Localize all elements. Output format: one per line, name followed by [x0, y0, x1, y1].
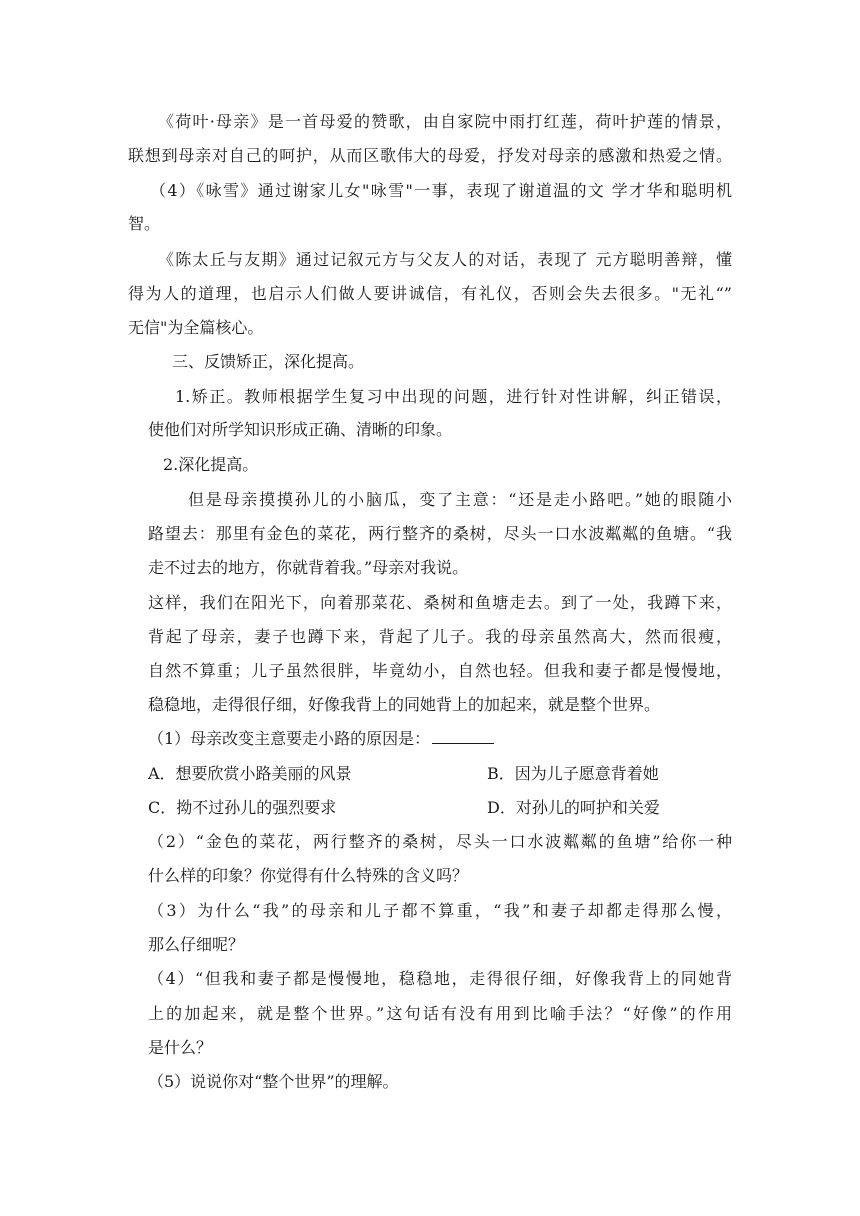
text-line: 智。	[128, 214, 161, 233]
subsection-heading: 2.深化提高。	[163, 455, 259, 474]
question-line: （5）说说你对“整个世界”的理解。	[148, 1072, 399, 1091]
text-line: 联想到母亲对自己的呵护，从而区歌伟大的母爱，抒发对母亲的感激和热爱之情。	[128, 146, 732, 165]
text-line: （4）《咏雪》通过谢家儿女"咏雪"一事，表现了谢道温的文 学才华和聪明机	[150, 181, 732, 200]
text-line: 1.矫正。教师根据学生复习中出现的问题，进行针对性讲解，纠正错误，	[175, 387, 732, 406]
answer-blank[interactable]	[432, 729, 494, 744]
text-line: 使他们对所学知识形成正确、清晰的印象。	[148, 420, 453, 439]
question-1-stem: （1）母亲改变主意要走小路的原因是：	[148, 729, 431, 748]
text-line: 自然不算重；儿子虽然很胖，毕竟幼小，自然也轻。但我和妻子都是慢慢地，	[148, 661, 732, 680]
text-line: 路望去：那里有金色的菜花，两行整齐的桑树，尽头一口水波粼粼的鱼塘。“我	[148, 524, 732, 543]
text-line: 得为人的道理，也启示人们做人要讲诚信，有礼仪，否则会失去很多。"无礼“”	[128, 284, 732, 303]
question-line: 上的加起来，就是整个世界。”这句话有没有用到比喻手法？“好像”的作用	[148, 1004, 732, 1023]
text-line: 《陈太丘与友期》通过记叙元方与父友人的对话，表现了 元方聪明善辩，懂	[158, 250, 732, 269]
question-line: 那么仔细呢？	[148, 935, 245, 954]
question-line: （3）为什么“我”的母亲和儿子都不算重，“我”和妻子却都走得那么慢，	[148, 901, 732, 920]
option-d: D．对孙儿的呵护和关爱	[487, 798, 660, 817]
question-line: 什么样的印象？你觉得有什么特殊的含义吗？	[148, 866, 469, 885]
question-line: （2）“金色的菜花，两行整齐的桑树，尽头一口水波粼粼的鱼塘”给你一种	[148, 832, 732, 851]
question-1	[148, 729, 494, 749]
question-line: 是什么？	[148, 1038, 213, 1057]
option-c: C．拗不过孙儿的强烈要求	[148, 798, 337, 817]
section-heading: 三、反馈矫正，深化提高。	[172, 352, 365, 371]
text-line: 但是母亲摸摸孙儿的小脑瓜，变了主意：“还是走小路吧。”她的眼随小	[188, 490, 732, 509]
text-line: 走不过去的地方，你就背着我。”母亲对我说。	[148, 558, 469, 577]
question-line: （4）“但我和妻子都是慢慢地，稳稳地，走得很仔细，好像我背上的同她背	[148, 969, 732, 988]
text-line: 无信"为全篇核心。	[128, 318, 264, 337]
option-b: B．因为儿子愿意背着她	[487, 764, 659, 783]
text-line: 稳稳地，走得很仔细，好像我背上的同她背上的加起来，就是整个世界。	[148, 695, 661, 714]
option-a: A．想要欣赏小路美丽的风景	[148, 764, 352, 783]
text-line: 背起了母亲，妻子也蹲下来，背起了儿子。我的母亲虽然高大，然而很瘦，	[148, 627, 732, 646]
text-line: 这样，我们在阳光下，向着那菜花、桑树和鱼塘走去。到了一处，我蹲下来，	[148, 593, 732, 612]
text-line: 《荷叶·母亲》是一首母爱的赞歌，由自家院中雨打红莲，荷叶护莲的情景，	[158, 112, 732, 131]
